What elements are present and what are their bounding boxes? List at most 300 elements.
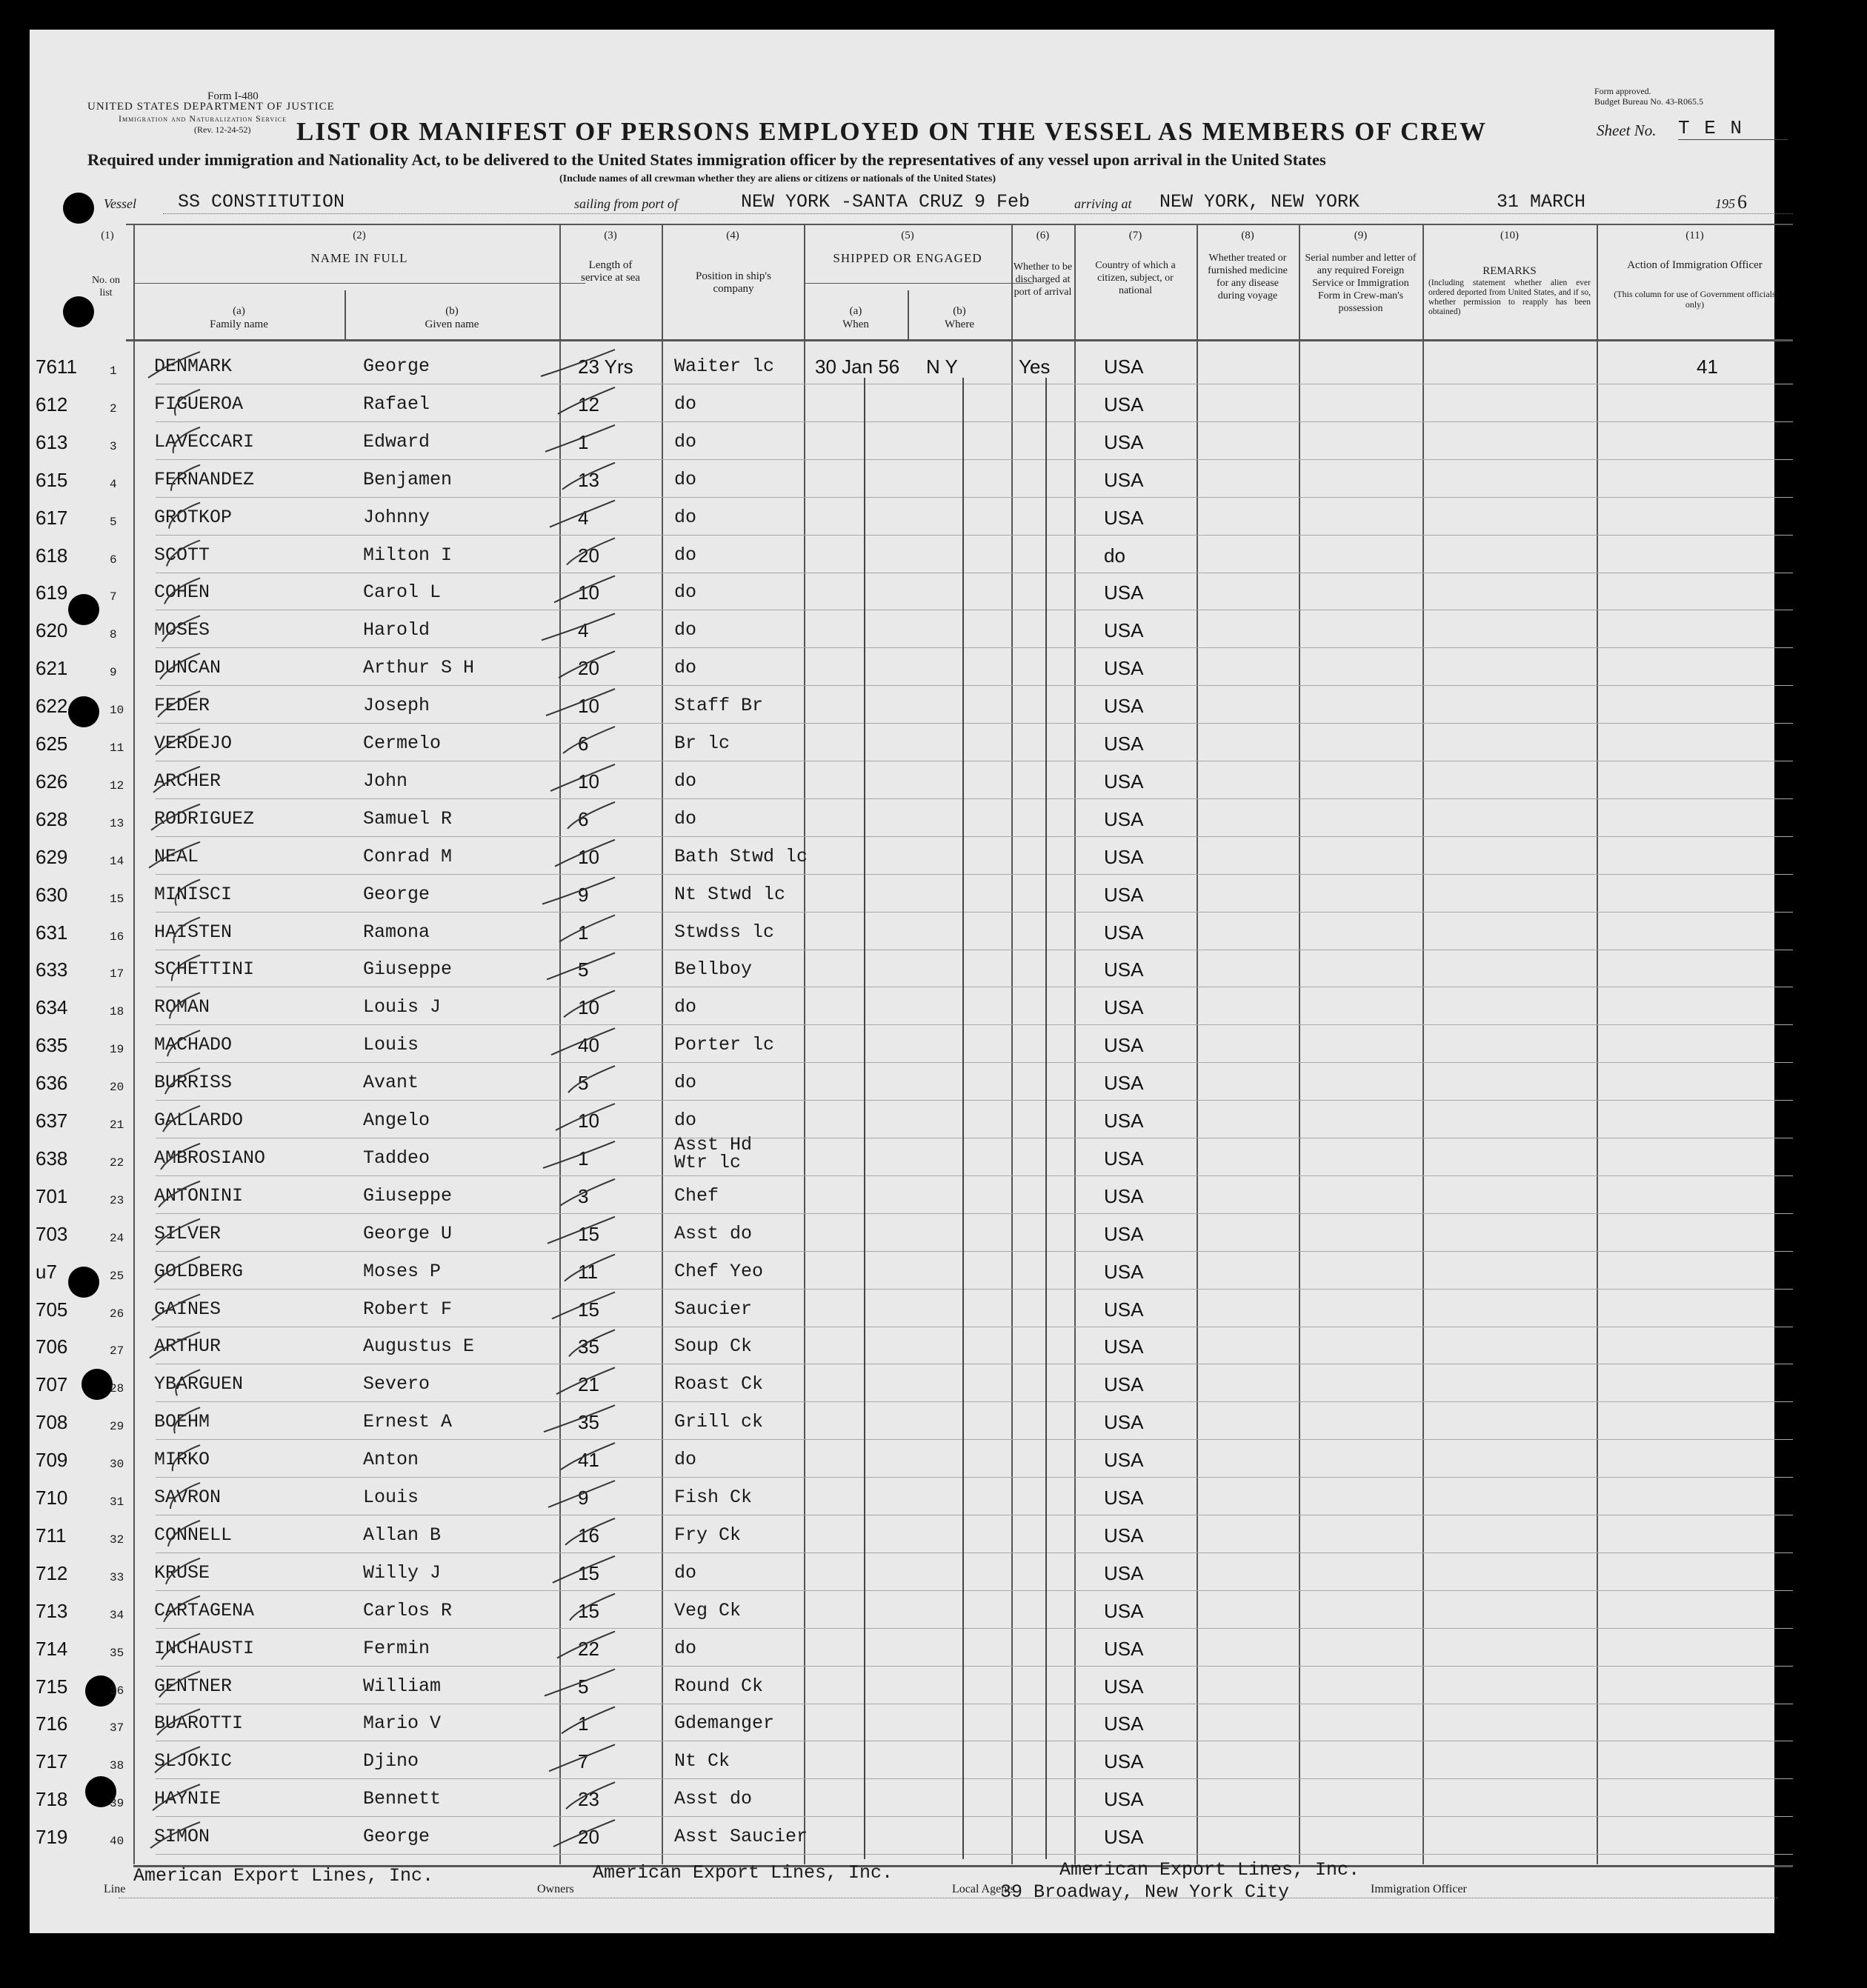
tick-mark: [167, 1030, 200, 1056]
position: Bath Stwd lc: [674, 845, 808, 867]
position: do: [674, 506, 697, 528]
position: do: [674, 1110, 697, 1131]
country: USA: [1104, 1260, 1144, 1283]
family-name: INCHAUSTI: [154, 1637, 255, 1659]
tick-mark: [170, 1483, 200, 1509]
position: do: [674, 544, 697, 566]
given-name: Giuseppe: [363, 958, 453, 981]
tick-mark: [558, 387, 615, 414]
service-length: 10: [578, 996, 599, 1019]
tick-mark: [166, 1558, 200, 1584]
tick-mark: [562, 463, 615, 490]
position: Asst Saucier: [674, 1826, 808, 1848]
position: do: [674, 430, 697, 453]
country: USA: [1104, 1524, 1144, 1547]
col2a-number: (a): [233, 305, 245, 317]
year-suffix: 6: [1737, 191, 1747, 213]
handwritten-number: 631: [36, 921, 68, 944]
position: Round Ck: [674, 1675, 764, 1697]
handwritten-number: 638: [36, 1147, 68, 1170]
country: USA: [1104, 1034, 1144, 1057]
tick-mark: [152, 1295, 200, 1321]
list-number: 32: [110, 1532, 124, 1547]
family-name: GENTNER: [154, 1675, 233, 1697]
list-number: 10: [110, 704, 124, 718]
tick-mark: [175, 390, 200, 416]
service-length: 20: [578, 1826, 599, 1849]
tick-mark: [172, 955, 200, 981]
service-length: 5: [578, 1675, 589, 1698]
service-length: 41: [578, 1449, 599, 1472]
given-name: Anton: [363, 1449, 419, 1471]
family-name: SIMON: [154, 1826, 210, 1848]
position: Fish Ck: [674, 1487, 753, 1508]
given-name: Mario V: [363, 1712, 442, 1735]
position: do: [674, 1449, 697, 1471]
position: Saucier: [674, 1298, 753, 1320]
given-name: Severo: [363, 1373, 430, 1395]
position: do: [674, 996, 697, 1018]
col3-number: (3): [604, 230, 617, 241]
given-name: Samuel R: [363, 807, 453, 830]
tick-mark: [553, 1820, 615, 1847]
tick-mark: [545, 425, 615, 452]
handwritten-number: 710: [36, 1487, 68, 1509]
handwritten-number: 629: [36, 845, 68, 868]
country: do: [1104, 544, 1125, 567]
tick-mark: [173, 1445, 200, 1471]
given-name: Cermelo: [363, 733, 442, 754]
position: Roast Ck: [674, 1373, 764, 1395]
given-name: Benjamen: [363, 468, 453, 490]
country: USA: [1104, 430, 1144, 453]
given-name: Bennett: [363, 1788, 442, 1810]
form-number: Form I-480: [207, 90, 259, 102]
tick-mark: [551, 1028, 615, 1055]
given-name: Ramona: [363, 921, 430, 943]
family-name: GALLARDO: [154, 1110, 244, 1131]
tick-mark: [559, 651, 615, 678]
tick-mark: [569, 1330, 615, 1356]
tick-mark: [561, 1443, 615, 1470]
handwritten-number: 628: [36, 807, 68, 830]
vessel-name: SS CONSTITUTION: [178, 191, 345, 213]
service-length: 4: [578, 506, 589, 529]
country: USA: [1104, 468, 1144, 491]
handwritten-number: 713: [36, 1599, 68, 1622]
given-name: William: [363, 1675, 442, 1697]
given-name: Rafael: [363, 393, 430, 415]
family-name: COHEN: [154, 581, 210, 604]
given-name: Johnny: [363, 506, 430, 528]
tick-mark: [167, 541, 200, 567]
country: USA: [1104, 1788, 1144, 1811]
family-name: MACHADO: [154, 1034, 233, 1056]
position: Grill ck: [674, 1411, 764, 1433]
tick-mark: [548, 1481, 615, 1507]
service-length: 9: [578, 1487, 589, 1509]
tick-mark: [153, 767, 200, 793]
tick-mark: [149, 842, 200, 868]
family-name: SAVRON: [154, 1487, 222, 1508]
handwritten-number: 719: [36, 1826, 68, 1849]
handwritten-number: 712: [36, 1561, 68, 1584]
list-number: 3: [110, 439, 117, 453]
given-name: Carol L: [363, 581, 442, 604]
given-name: George: [363, 1826, 430, 1848]
list-number: 22: [110, 1155, 124, 1170]
tick-mark: [173, 918, 200, 944]
position: do: [674, 770, 697, 792]
given-name: Avant: [363, 1072, 419, 1094]
family-name: ARCHER: [154, 770, 222, 792]
tick-mark: [156, 1219, 200, 1245]
list-number: 28: [110, 1382, 124, 1396]
col5a-header: When: [842, 318, 869, 330]
tick-mark: [550, 501, 615, 527]
col5-number: (5): [901, 230, 914, 241]
list-number: 26: [110, 1307, 124, 1321]
handwritten-number: 621: [36, 657, 68, 680]
given-name: Giuseppe: [363, 1184, 453, 1207]
list-number: 34: [110, 1608, 124, 1622]
country: USA: [1104, 1072, 1144, 1095]
family-name: GOLDBERG: [154, 1260, 244, 1282]
position: Chef: [674, 1184, 719, 1207]
col2b-number: (b): [445, 305, 459, 317]
col8-header: Whether treated or furnished medicine for any disease during voyage: [1208, 253, 1288, 301]
tick-mark: [176, 880, 200, 906]
handwritten-number: 612: [36, 393, 68, 416]
given-name: George: [363, 883, 430, 905]
country: USA: [1104, 1826, 1144, 1849]
country: USA: [1104, 356, 1144, 378]
country: USA: [1104, 1561, 1144, 1584]
position: Porter lc: [674, 1034, 775, 1056]
service-length: 35: [578, 1335, 599, 1358]
col4-header: Position in ship's company: [696, 270, 771, 295]
given-name: Conrad M: [363, 845, 453, 867]
service-length: 10: [578, 695, 599, 718]
country: USA: [1104, 657, 1144, 680]
service-length: 1: [578, 1147, 589, 1170]
handwritten-number: 703: [36, 1222, 68, 1245]
tick-mark: [565, 1518, 615, 1545]
tick-mark: [151, 804, 200, 830]
tick-mark: [556, 1104, 615, 1130]
family-name: ARTHUR: [154, 1335, 222, 1358]
tick-mark: [555, 840, 615, 867]
country: USA: [1104, 921, 1144, 944]
position: do: [674, 807, 697, 830]
tick-mark: [165, 1068, 200, 1094]
handwritten-number: 717: [36, 1750, 68, 1773]
list-number: 11: [110, 741, 124, 755]
tick-mark: [150, 1822, 200, 1848]
position: Chef Yeo: [674, 1260, 764, 1282]
sailing-label: sailing from port of: [574, 196, 678, 211]
list-number: 29: [110, 1420, 124, 1434]
service-length: 10: [578, 1110, 599, 1132]
service-length: 23: [578, 1788, 599, 1811]
position-line2: Wtr lc: [674, 1151, 742, 1173]
arriving-label: arriving at: [1074, 196, 1132, 211]
list-number: 33: [110, 1570, 124, 1584]
tick-mark: [158, 691, 200, 717]
country: USA: [1104, 1599, 1144, 1622]
handwritten-number: 708: [36, 1411, 68, 1434]
service-length: 9: [578, 883, 589, 906]
service-length: 22: [578, 1637, 599, 1660]
tick-mark: [563, 727, 615, 753]
tick-mark: [568, 1066, 615, 1093]
position: do: [674, 1637, 697, 1659]
arriving-port: NEW YORK, NEW YORK: [1159, 191, 1360, 213]
family-name: SILVER: [154, 1222, 222, 1244]
given-name: Milton I: [363, 544, 453, 566]
form-title: LIST OR MANIFEST OF PERSONS EMPLOYED ON THE VESSEL AS MEMBERS OF CREW: [296, 117, 1488, 146]
family-name: DENMARK: [154, 356, 233, 377]
col2a-header: Family name: [210, 318, 268, 330]
agents-value: American Export Lines, Inc.: [1059, 1859, 1360, 1881]
position: Br lc: [674, 733, 731, 754]
family-name: FERNANDEZ: [154, 468, 255, 490]
service-length: 5: [578, 1072, 589, 1095]
list-number: 40: [110, 1835, 124, 1849]
service-length: 23 Yrs: [578, 356, 633, 378]
family-name: KRUSE: [154, 1561, 210, 1584]
family-name: LAVECCARI: [154, 430, 255, 453]
col5-header: SHIPPED OR ENGAGED: [833, 251, 982, 265]
given-name: Djino: [363, 1750, 419, 1772]
service-length: 10: [578, 845, 599, 868]
given-name: Willy J: [363, 1561, 442, 1584]
handwritten-number: 706: [36, 1335, 68, 1358]
service-length: 15: [578, 1298, 599, 1321]
list-number: 4: [110, 477, 117, 491]
owners-label: Owners: [537, 1883, 574, 1895]
position: Waiter lc: [674, 356, 775, 377]
list-number: 38: [110, 1759, 124, 1773]
tick-mark: [560, 1179, 615, 1206]
family-name: BUAROTTI: [154, 1712, 244, 1735]
given-name: Joseph: [363, 695, 430, 717]
given-name: Allan B: [363, 1524, 442, 1546]
position: Veg Ck: [674, 1599, 742, 1621]
service-length: 6: [578, 807, 589, 830]
family-name: RODRIGUEZ: [154, 807, 255, 830]
form-subtitle: Required under immigration and Nationality Act, to be delivered to the United States immigration officer by the representatives of any vessel upon arrival in the United States: [87, 150, 1326, 169]
country: USA: [1104, 1373, 1144, 1396]
col2-number: (2): [353, 230, 366, 241]
handwritten-number: 705: [36, 1298, 68, 1321]
tick-mark: [150, 1332, 200, 1358]
family-name: SCHETTINI: [154, 958, 255, 981]
col4-number: (4): [726, 230, 739, 241]
list-number: 5: [110, 515, 117, 529]
sailing-port: NEW YORK -SANTA CRUZ 9 Feb: [741, 191, 1031, 213]
tick-mark: [570, 1594, 615, 1621]
service-length: 20: [578, 657, 599, 680]
year-prefix: 195: [1715, 196, 1735, 211]
given-name: Taddeo: [363, 1147, 430, 1169]
handwritten-number: 626: [36, 770, 68, 793]
handwritten-number: 615: [36, 468, 68, 491]
list-number: 2: [110, 401, 117, 416]
service-length: 6: [578, 733, 589, 755]
col1-header: No. on list: [91, 275, 121, 298]
tick-mark: [557, 1632, 615, 1658]
list-number: 39: [110, 1797, 124, 1811]
position: Asst do: [674, 1788, 753, 1810]
country: USA: [1104, 393, 1144, 416]
list-number: 24: [110, 1231, 124, 1245]
tick-mark: [562, 1707, 615, 1733]
tick-mark: [162, 616, 200, 641]
country: USA: [1104, 1147, 1144, 1170]
handwritten-number: 715: [36, 1675, 68, 1698]
col5b-header: Where: [945, 318, 974, 330]
position: do: [674, 619, 697, 641]
list-number: 30: [110, 1458, 124, 1472]
handwritten-number: u7: [36, 1260, 57, 1283]
tick-mark: [163, 1106, 200, 1132]
country: USA: [1104, 1487, 1144, 1509]
family-name: MOSES: [154, 619, 210, 641]
family-name: MIRKO: [154, 1449, 210, 1471]
tick-mark: [568, 802, 615, 829]
tick-mark: [567, 538, 615, 565]
list-number: 20: [110, 1081, 124, 1095]
handwritten-number: 630: [36, 883, 68, 906]
line-label: Line: [104, 1883, 126, 1895]
family-name: SCOTT: [154, 544, 210, 566]
handwritten-number: 618: [36, 544, 68, 567]
vessel-label: Vessel: [104, 196, 136, 211]
family-name: CARTAGENA: [154, 1599, 255, 1621]
list-number: 27: [110, 1344, 124, 1358]
col7-number: (7): [1128, 230, 1142, 241]
tick-mark: [174, 1407, 200, 1433]
country: USA: [1104, 807, 1144, 830]
department: UNITED STATES DEPARTMENT OF JUSTICE: [87, 101, 335, 113]
service-length: 15: [578, 1599, 599, 1622]
tick-mark: [549, 1744, 615, 1771]
tick-mark: [156, 729, 200, 755]
given-name: Ernest A: [363, 1411, 453, 1433]
family-name: ANTONINI: [154, 1184, 244, 1207]
list-number: 19: [110, 1043, 124, 1057]
family-name: VERDEJO: [154, 733, 233, 754]
col1-number: (1): [101, 230, 114, 241]
form-approved: Form approved.: [1594, 86, 1651, 96]
col3-header: Length of service at sea: [581, 259, 640, 284]
handwritten-number: 625: [36, 733, 68, 755]
service-length: 5: [578, 958, 589, 981]
col6-number: (6): [1036, 230, 1050, 241]
col2b-header: Given name: [425, 318, 479, 330]
list-number: 8: [110, 628, 117, 642]
handwritten-number: 620: [36, 619, 68, 642]
service-length: 1: [578, 430, 589, 453]
service-length: 40: [578, 1034, 599, 1057]
country: USA: [1104, 733, 1144, 755]
country: USA: [1104, 996, 1144, 1019]
tick-mark: [160, 653, 200, 679]
line-value: American Export Lines, Inc.: [133, 1865, 434, 1887]
col9-header: Serial number and letter of any required Foreign Service or Immigration Form in Crew-man's possession: [1305, 253, 1417, 314]
country: USA: [1104, 1712, 1144, 1735]
handwritten-number: 716: [36, 1712, 68, 1735]
list-number: 31: [110, 1495, 124, 1509]
service-length: 21: [578, 1373, 599, 1396]
col10-header: REMARKS: [1482, 265, 1537, 277]
family-name: NEAL: [154, 845, 199, 867]
service-length: 16: [578, 1524, 599, 1547]
service-length: 4: [578, 619, 589, 642]
given-name: Louis: [363, 1034, 419, 1056]
tick-mark: [155, 1747, 200, 1772]
family-name: SLJOKIC: [154, 1750, 233, 1772]
officer-action: 41: [1697, 356, 1718, 378]
position: Soup Ck: [674, 1335, 753, 1358]
list-number: 35: [110, 1646, 124, 1660]
family-name: BURRISS: [154, 1072, 233, 1094]
budget-bureau: Budget Bureau No. 43-R065.5: [1594, 96, 1703, 107]
given-name: Carlos R: [363, 1599, 453, 1621]
handwritten-number: 635: [36, 1034, 68, 1057]
position: Nt Ck: [674, 1750, 731, 1772]
col5a-number: (a): [849, 305, 862, 317]
officer-label: Immigration Officer: [1371, 1883, 1467, 1895]
col7-header: Country of which a citizen, subject, or national: [1095, 260, 1176, 296]
tick-mark: [556, 1367, 615, 1394]
country: USA: [1104, 1298, 1144, 1321]
given-name: Harold: [363, 619, 430, 641]
position: Asst Hd: [674, 1133, 753, 1155]
given-name: Louis: [363, 1487, 419, 1508]
tick-mark: [173, 427, 200, 453]
family-name: HAISTEN: [154, 921, 233, 943]
country: USA: [1104, 1449, 1144, 1472]
sheet-label: Sheet No.: [1597, 121, 1657, 139]
list-number: 17: [110, 967, 124, 981]
given-name: Edward: [363, 430, 430, 453]
service-length: 10: [578, 770, 599, 793]
list-number: 15: [110, 892, 124, 906]
tick-mark: [159, 1672, 200, 1698]
tick-mark: [559, 915, 615, 942]
service-length: 15: [578, 1222, 599, 1245]
tick-mark: [169, 503, 200, 529]
given-name: George: [363, 356, 430, 377]
country: USA: [1104, 1750, 1144, 1773]
country: USA: [1104, 770, 1144, 793]
service-length: 1: [578, 921, 589, 944]
tick-mark: [153, 1784, 200, 1810]
position: Staff Br: [674, 695, 764, 717]
list-number: 37: [110, 1721, 124, 1735]
country: USA: [1104, 845, 1144, 868]
family-name: GAINES: [154, 1298, 222, 1320]
col11-number: (11): [1685, 230, 1704, 241]
country: USA: [1104, 1222, 1144, 1245]
tick-mark: [550, 764, 615, 791]
given-name: Fermin: [363, 1637, 430, 1659]
family-name: GROTKOP: [154, 506, 233, 528]
service-length: 10: [578, 581, 599, 604]
col11-note: (This column for use of Government officials only): [1614, 289, 1776, 310]
